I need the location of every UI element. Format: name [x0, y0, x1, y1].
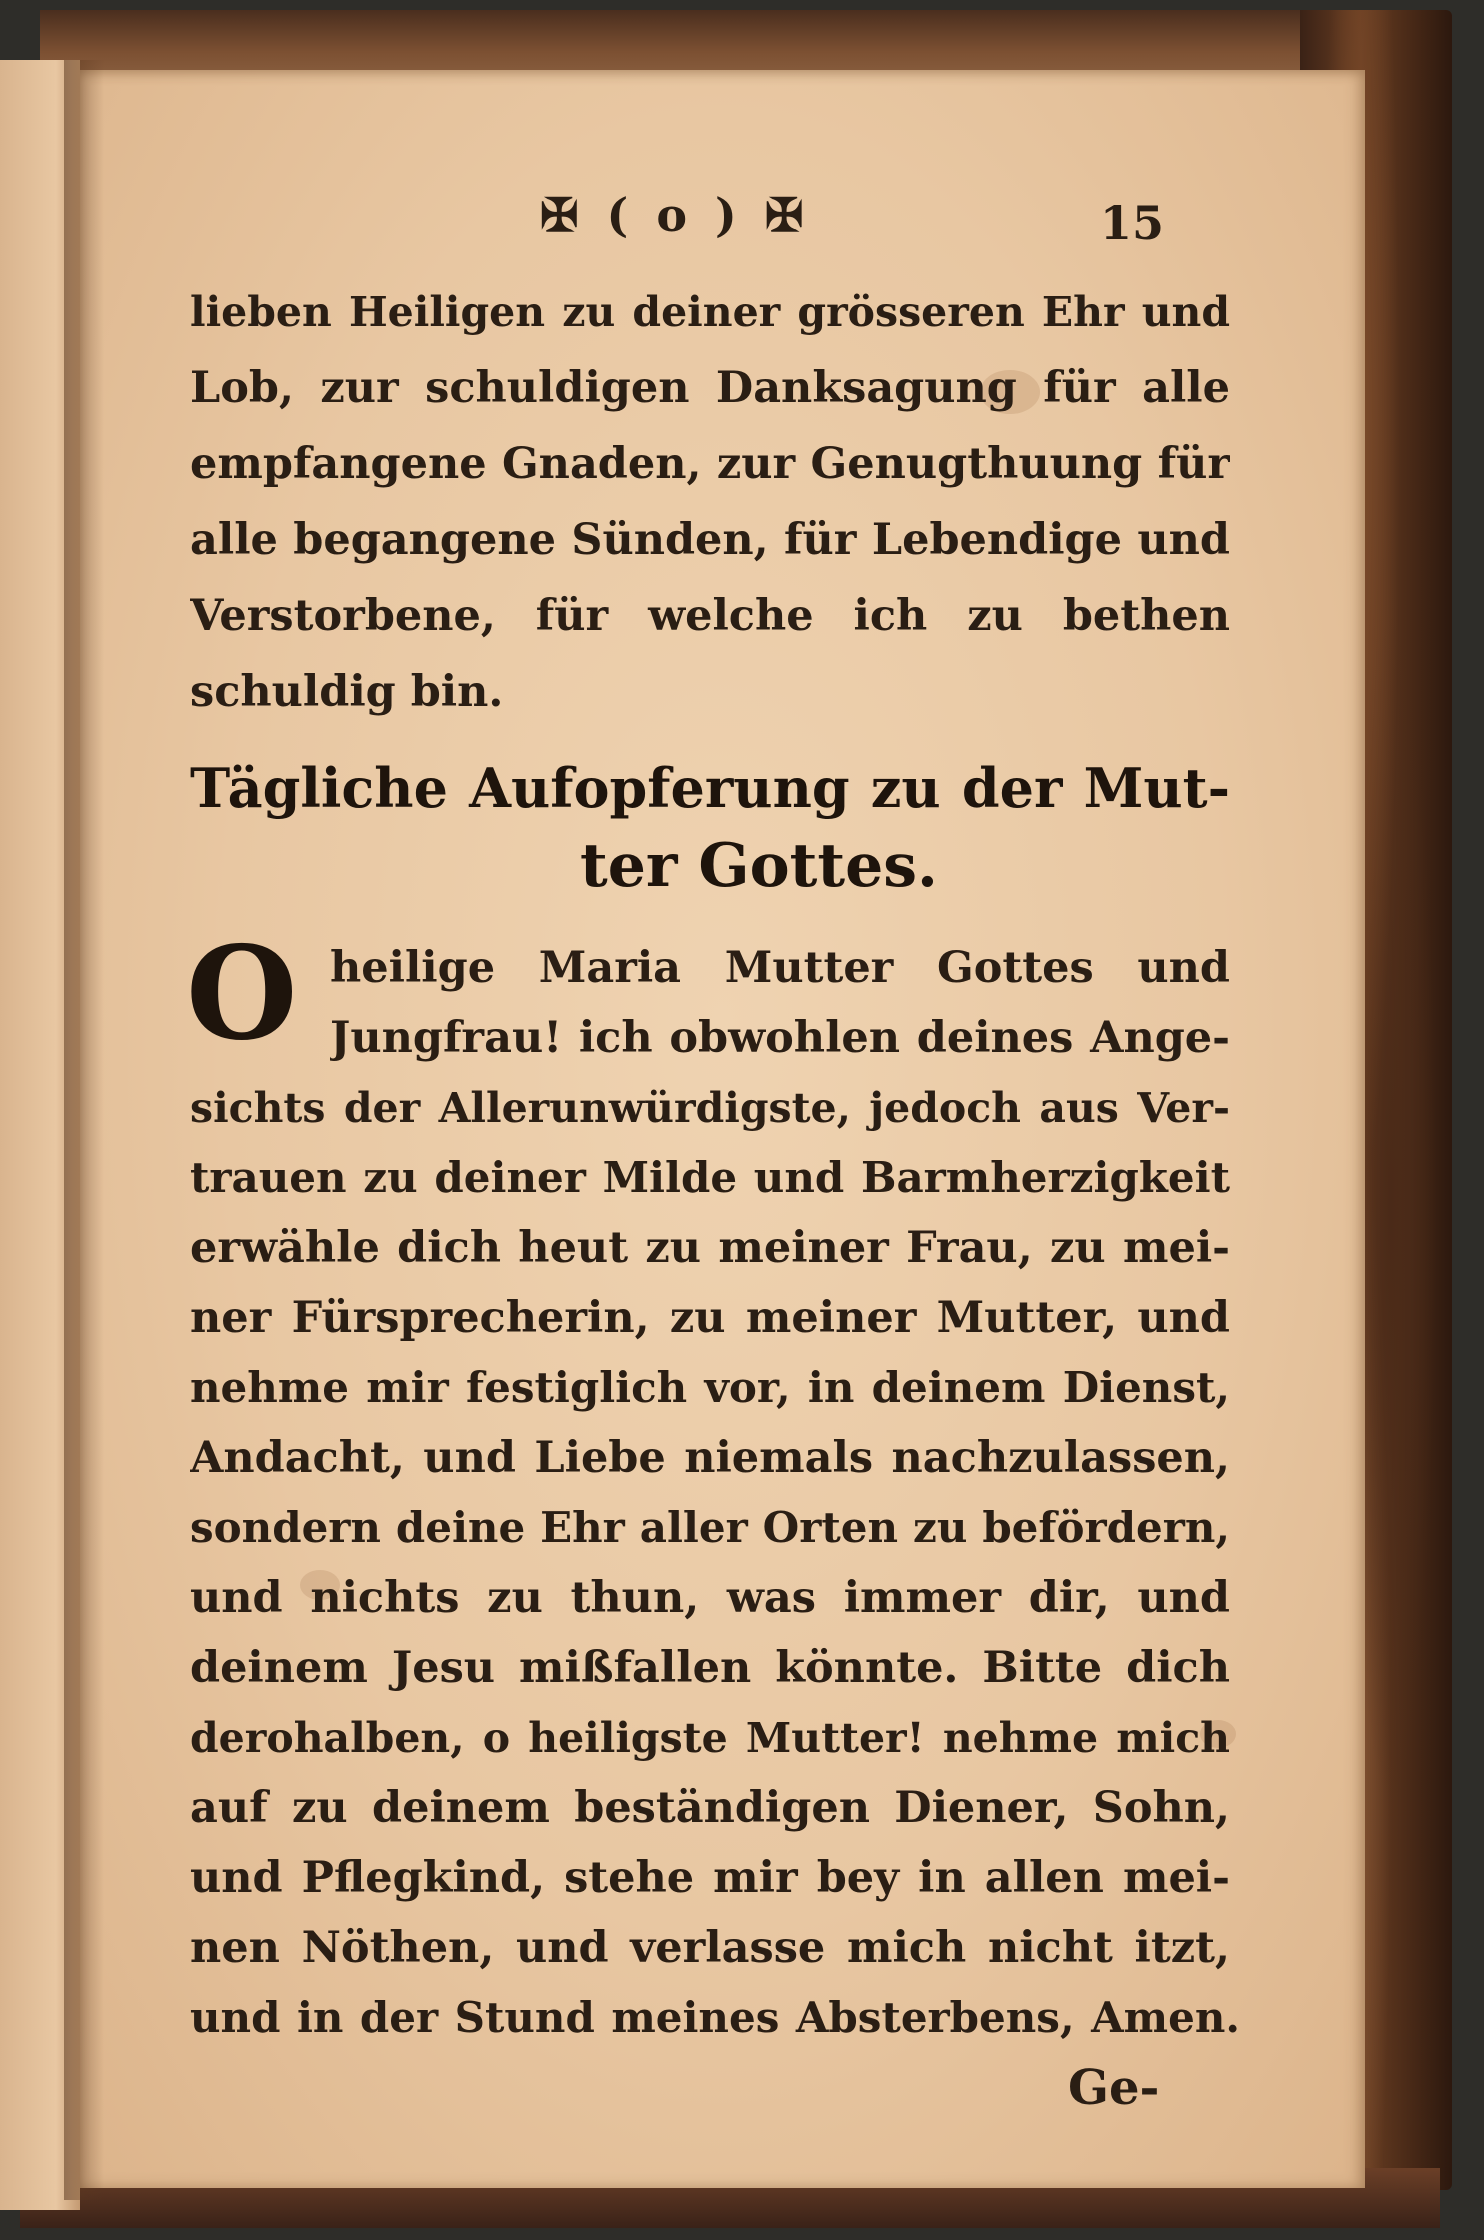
text-line: auf zu deinem beständigen Diener, Sohn,	[190, 1783, 1230, 1833]
drop-cap: O	[186, 919, 298, 1069]
catchword: Ge-	[1068, 2060, 1160, 2116]
text-line: und nichts zu thun, was immer dir, und	[190, 1573, 1230, 1623]
text-line: Jungfrau! ich obwohlen deines Ange-	[330, 1013, 1230, 1063]
text-line: empfangene Gnaden, zur Genugthuung für	[190, 439, 1230, 489]
page-number: 15	[1100, 196, 1165, 250]
text-line: nehme mir festiglich vor, in deinem Dienst,	[190, 1363, 1230, 1412]
section-heading: Tägliche Aufopferung zu der Mut-	[190, 756, 1230, 820]
gutter-shadow	[64, 60, 104, 2200]
text-line: derohalben, o heiligste Mutter! nehme mich	[190, 1714, 1230, 1762]
running-header-ornament: ✠ ( o ) ✠	[540, 188, 810, 242]
text-line: trauen zu deiner Milde und Barmherzigkeit	[190, 1153, 1230, 1202]
text-line: sichts der Allerunwürdigste, jedoch aus Ver-	[190, 1084, 1230, 1132]
text-line: Andacht, und Liebe niemals nachzulassen,	[190, 1433, 1230, 1483]
text-line: und Pflegkind, stehe mir bey in allen mei-	[190, 1853, 1230, 1903]
text-line: Verstorbene, für welche ich zu bethen	[190, 591, 1230, 641]
text-line: ner Fürsprecherin, zu meiner Mutter, und	[190, 1293, 1230, 1343]
text-line: heilige Maria Mutter Gottes und	[330, 943, 1230, 993]
text-line: alle begangene Sünden, für Lebendige und	[190, 515, 1230, 565]
text-line: Lob, zur schuldigen Danksagung für alle	[190, 363, 1230, 413]
section-heading: ter Gottes.	[580, 831, 938, 901]
text-line: deinem Jesu mißfallen könnte. Bitte dich	[190, 1643, 1230, 1693]
text-line: erwähle dich heut zu meiner Frau, zu mei-	[190, 1223, 1230, 1273]
text-line: schuldig bin.	[190, 667, 504, 717]
text-line: lieben Heiligen zu deiner grösseren Ehr und	[190, 288, 1230, 336]
text-line: und in der Stund meines Absterbens, Amen.	[190, 1993, 1240, 2042]
text-line: nen Nöthen, und verlasse mich nicht itzt,	[190, 1923, 1230, 1973]
text-line: sondern deine Ehr aller Orten zu befördern,	[190, 1503, 1230, 1552]
